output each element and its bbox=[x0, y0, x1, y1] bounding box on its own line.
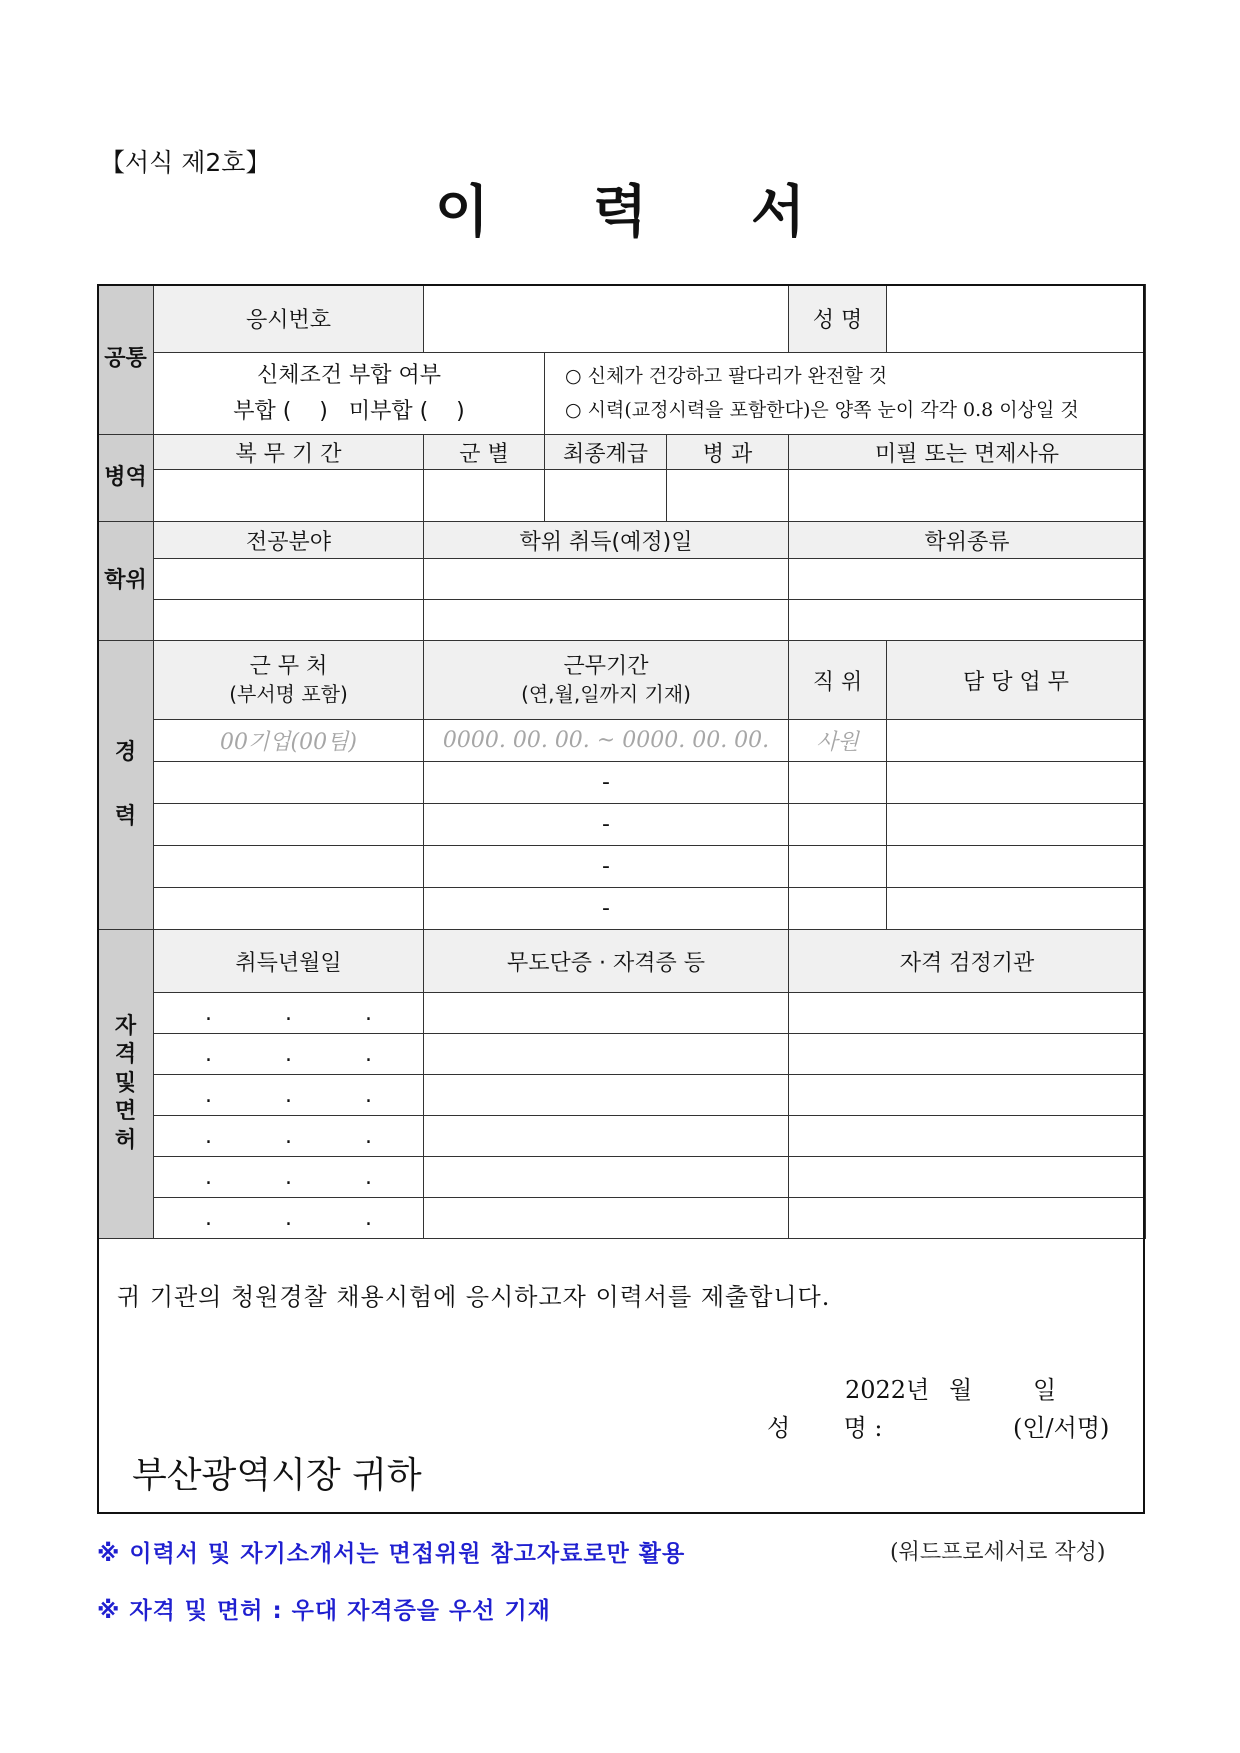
career-period-field[interactable]: - bbox=[424, 804, 789, 846]
license-date-field[interactable]: . . . bbox=[154, 1075, 424, 1116]
title-char-1: 이 bbox=[434, 180, 489, 245]
license-header-name: 무도단증 · 자격증 등 bbox=[424, 930, 789, 993]
note-1: ※ 이력서 및 자기소개서는 면접위원 참고자료로만 활용 bbox=[97, 1541, 686, 1567]
license-date-field[interactable]: . . . bbox=[154, 993, 424, 1034]
note-wordprocessor: (워드프로세서로 작성) bbox=[890, 1540, 1106, 1565]
career-period-field[interactable]: - bbox=[424, 762, 789, 804]
career-period-field[interactable]: - bbox=[424, 846, 789, 888]
career-header-period: 근무기간 (연,월,일까지 기재) bbox=[424, 641, 789, 720]
career-header-duty: 담 당 업 무 bbox=[887, 641, 1146, 720]
military-header-period: 복 무 기 간 bbox=[154, 435, 424, 470]
military-header-rank: 최종계급 bbox=[545, 435, 667, 470]
declaration-text: 귀 기관의 청원경찰 채용시험에 응시하고자 이력서를 제출합니다. bbox=[117, 1283, 831, 1311]
military-header-exemption: 미필 또는 면제사유 bbox=[789, 435, 1146, 470]
seal-label: (인/서명) bbox=[1013, 1414, 1110, 1442]
signer-label: 성 명 : bbox=[767, 1414, 883, 1442]
title-char-3: 서 bbox=[751, 180, 806, 245]
degree-header-type: 학위종류 bbox=[789, 522, 1146, 559]
page-title bbox=[0, 168, 1240, 248]
condition-1: ○ 신체가 건강하고 팔다리가 완전할 것 bbox=[565, 365, 888, 388]
license-date-field[interactable]: . . . bbox=[154, 1034, 424, 1075]
section-license: 자 격 및 면 허 bbox=[98, 930, 154, 1239]
career-header-position: 직 위 bbox=[789, 641, 887, 720]
career-example-period[interactable]: 0000. 00. 00. ~ 0000. 00. 00. bbox=[424, 720, 789, 762]
license-date-field[interactable]: . . . bbox=[154, 1116, 424, 1157]
section-common: 공통 bbox=[98, 285, 154, 435]
license-date-field[interactable]: . . . bbox=[154, 1157, 424, 1198]
license-header-date: 취득년월일 bbox=[154, 930, 424, 993]
fit-options[interactable]: 부합 ( ) 미부합 ( ) bbox=[233, 398, 465, 424]
exam-number-label: 응시번호 bbox=[154, 285, 424, 353]
career-example-position[interactable]: 사원 bbox=[789, 720, 887, 762]
note-2: ※ 자격 및 면허 : 우대 자격증을 우선 기재 bbox=[97, 1598, 551, 1624]
section-degree: 학위 bbox=[98, 522, 154, 641]
military-header-branch: 군 별 bbox=[424, 435, 545, 470]
career-example-workplace[interactable]: 00기업(00팀) bbox=[154, 720, 424, 762]
date-month: 월 bbox=[949, 1376, 973, 1404]
date-year: 2022년 bbox=[845, 1376, 930, 1404]
degree-header-date: 학위 취득(예정)일 bbox=[424, 522, 789, 559]
career-period-field[interactable]: - bbox=[424, 888, 789, 930]
license-date-field[interactable]: . . . bbox=[154, 1198, 424, 1239]
physical-condition-label: 신체조건 부합 여부 bbox=[257, 363, 442, 389]
addressee: 부산광역시장 귀하 bbox=[132, 1455, 422, 1496]
date-day: 일 bbox=[1033, 1376, 1057, 1404]
section-military: 병역 bbox=[98, 435, 154, 522]
career-header-workplace: 근 무 처 (부서명 포함) bbox=[154, 641, 424, 720]
title-char-2: 력 bbox=[592, 180, 648, 245]
condition-2: ○ 시력(교정시력을 포함한다)은 양쪽 눈이 각각 0.8 이상일 것 bbox=[565, 398, 1079, 421]
military-header-specialty: 병 과 bbox=[667, 435, 789, 470]
license-header-authority: 자격 검정기관 bbox=[789, 930, 1146, 993]
degree-header-major: 전공분야 bbox=[154, 522, 424, 559]
form-number: 【서식 제2호】 bbox=[100, 148, 271, 177]
section-career: 경력 bbox=[98, 641, 154, 930]
name-label: 성 명 bbox=[789, 285, 887, 353]
form-frame bbox=[97, 284, 1145, 1514]
